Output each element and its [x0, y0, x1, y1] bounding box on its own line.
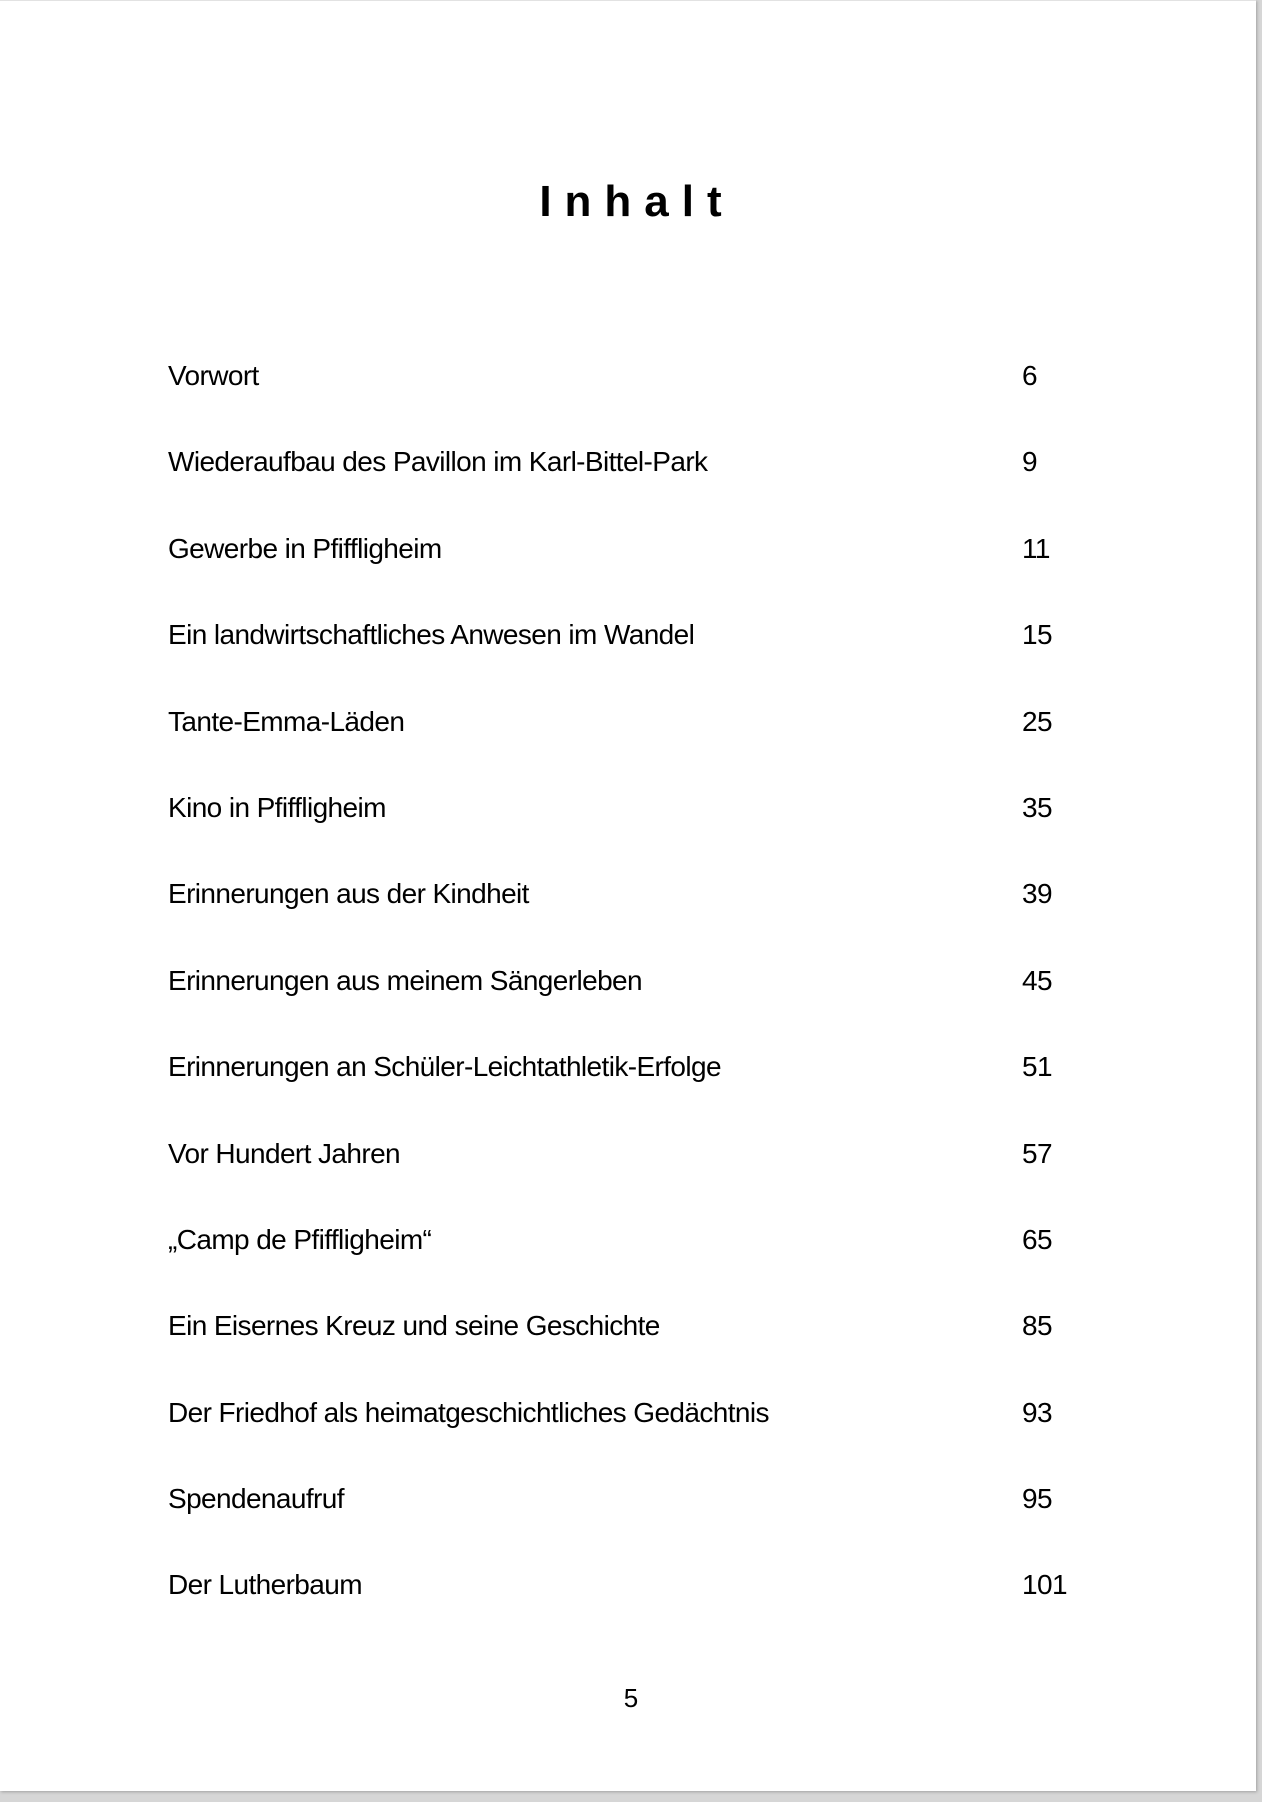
- toc-entry-page: 15: [1022, 619, 1052, 651]
- toc-entry: [168, 356, 1088, 442]
- toc-entry: [168, 1565, 1088, 1651]
- toc-entry-page: 35: [1022, 791, 1052, 823]
- toc-entry-title: Ein landwirtschaftliches Anwesen im Wandel: [168, 619, 695, 651]
- page-number: 5: [623, 1683, 639, 1713]
- toc-entry-page: 93: [1022, 1396, 1052, 1428]
- toc-entry-page: 65: [1022, 1223, 1052, 1255]
- toc-entry: [168, 788, 1088, 874]
- toc-entry-title: Gewerbe in Pfiffligheim: [168, 532, 442, 564]
- toc-entry: [168, 702, 1088, 788]
- toc-entry: [168, 615, 1088, 701]
- toc-entry: [168, 529, 1088, 615]
- toc-entry-page: 9: [1022, 446, 1037, 478]
- toc-entry-title: Wiederaufbau des Pavillon im Karl-Bittel-Park: [168, 446, 708, 478]
- toc-entry-page: 51: [1022, 1051, 1052, 1083]
- toc-entry-page: 39: [1022, 878, 1052, 910]
- page-title: Inhalt: [539, 177, 735, 226]
- toc-entry-page: 57: [1022, 1137, 1052, 1169]
- toc-entry-page: 11: [1022, 532, 1050, 564]
- toc-entry-title: Tante-Emma-Läden: [168, 705, 405, 737]
- toc-entry: [168, 1479, 1088, 1565]
- toc-entry-title: Ein Eisernes Kreuz und seine Geschichte: [168, 1310, 660, 1342]
- toc-entry-title: Der Friedhof als heimatgeschichtliches Gedächtnis: [168, 1396, 769, 1428]
- toc-entry-page: 95: [1022, 1483, 1052, 1515]
- toc-entry: [168, 1393, 1088, 1479]
- toc-entry: [168, 442, 1088, 528]
- toc-entry: [168, 1134, 1088, 1220]
- toc-entry-title: Spendenaufruf: [168, 1483, 344, 1515]
- toc-entry-page: 45: [1022, 964, 1052, 996]
- toc-entry-title: Der Lutherbaum: [168, 1569, 362, 1601]
- toc-entry: [168, 1220, 1088, 1306]
- toc-entry-title: Erinnerungen aus der Kindheit: [168, 878, 529, 910]
- toc-entry: [168, 1047, 1088, 1133]
- toc-entry-title: „Camp de Pfiffligheim“: [168, 1223, 432, 1255]
- toc-entry-title: Kino in Pfiffligheim: [168, 791, 386, 823]
- toc-entry-title: Vor Hundert Jahren: [168, 1137, 401, 1169]
- toc-entry: [168, 1306, 1088, 1392]
- toc-entry-title: Erinnerungen an Schüler-Leichtathletik-Erfolge: [168, 1051, 721, 1083]
- toc-entry-title: Vorwort: [168, 360, 259, 391]
- toc-entry: [168, 874, 1088, 960]
- toc-entry: [168, 961, 1088, 1047]
- toc-entry-page: 25: [1022, 705, 1052, 737]
- toc-entry-page: 101: [1022, 1569, 1067, 1601]
- toc-entry-page: 85: [1022, 1310, 1052, 1342]
- toc-entry-title: Erinnerungen aus meinem Sängerleben: [168, 964, 642, 996]
- table-of-contents: [168, 356, 1088, 1652]
- toc-entry-page: 6: [1022, 360, 1037, 391]
